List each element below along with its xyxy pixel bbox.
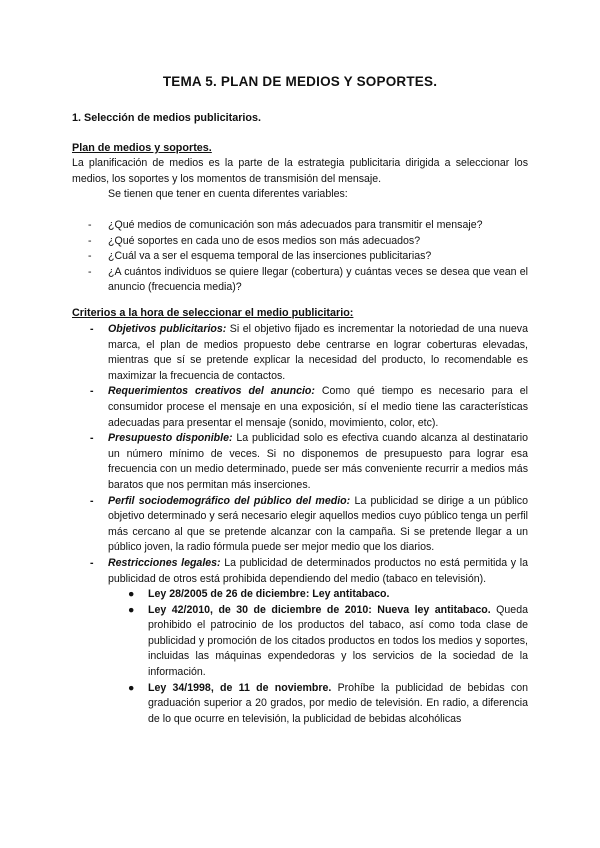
criterion-term: Objetivos publicitarios: — [108, 323, 227, 335]
criterion-item — [90, 322, 528, 384]
dash-marker: - — [88, 265, 92, 278]
criterion-item — [90, 384, 528, 431]
dash-marker: - — [88, 234, 92, 247]
dash-marker: - — [88, 219, 92, 231]
criterion-item — [90, 431, 528, 493]
list-item-text: ¿Cuál va a ser el esquema temporal de las inserciones publicitarias? — [108, 250, 432, 263]
dash-marker: - — [90, 494, 94, 507]
dash-marker: - — [90, 385, 94, 398]
criterion-term: Perfil sociodemográfico del público del medio: — [108, 494, 351, 507]
criterion-text: La publicidad solo es efectiva cuando alcanza al destinatario un número mínimo de veces. Si no disponemos de presupuesto para lograr esa frecuencia con un medio determinado, puede ser más conveniente recurrir a medios más baratos que nos permitan más inserciones. — [108, 432, 528, 491]
laws-list — [108, 587, 528, 727]
list-item — [88, 265, 528, 296]
law-title: Ley 42/2010, de 30 de diciembre de 2010: Nueva ley antitabaco. — [148, 603, 491, 616]
list-item — [88, 234, 528, 250]
section-heading: 1. Selección de medios publicitarios. — [72, 112, 262, 124]
criterion-text: La publicidad de determinados productos no está permitida y la publicidad de otros está prohibida dependiendo del medio (tabaco en televisión). — [108, 556, 528, 585]
criterion-item — [90, 556, 528, 728]
criterion-term: Restricciones legales: — [108, 556, 221, 569]
criterion-term: Presupuesto disponible: — [108, 432, 233, 445]
criterion-text: Como qué tiempo es necesario para el consumidor procese el mensaje en una exposición, sí el medio tiene las características adecuadas para presentar el mensaje (sonido, movimiento, color, etc). — [108, 385, 529, 429]
bullet-icon: ● — [128, 588, 135, 601]
plan-paragraph: La planificación de medios es la parte de la estrategia publicitaria dirigida a seleccionar los medios, los soportes y los momentos de transmisión del mensaje. — [72, 157, 528, 185]
law-item — [108, 603, 528, 681]
page-title: TEMA 5. PLAN DE MEDIOS Y SOPORTES. — [162, 74, 438, 89]
dash-marker: - — [90, 556, 94, 569]
criteria-heading: Criterios a la hora de seleccionar el medio publicitario: — [72, 307, 354, 319]
variables-intro: Se tienen que tener en cuenta diferentes variables: — [108, 188, 348, 200]
bullet-icon: ● — [128, 603, 135, 616]
criterion-text: La publicidad se dirige a un público objetivo determinado y será necesario elegir aquellos medios cuyo público tenga un perfil más cercano al que se pretende alcanzar con la campaña. Si se pretende llegar a un público joven, la radio fórmula puede ser mejor medio que los diarios. — [108, 494, 528, 554]
list-item — [88, 249, 528, 265]
list-item-text: ¿Qué medios de comunicación son más adecuados para transmitir el mensaje? — [108, 219, 483, 231]
criterion-item — [90, 494, 528, 556]
list-item — [88, 218, 528, 234]
list-item-text: ¿Qué soportes en cada uno de esos medios son más adecuados? — [108, 234, 421, 247]
law-title: Ley 28/2005 de 26 de diciembre: Ley antitabaco. — [148, 588, 390, 601]
law-text: Prohíbe la publicidad de bebidas con graduación superior a 20 grados, por medio de televisión. En radio, a diferencia de lo que ocurre en televisión, la publicidad de bebidas alcohólicas — [148, 681, 528, 725]
dash-marker: - — [90, 323, 94, 335]
criteria-list — [90, 322, 528, 727]
law-text: Queda prohibido el patrocinio de los productos del tabaco, así como toda clase de publicidad y promoción de los citados productos en todos los medios y soportes, incluidas las máquinas expendedoras y los servicios de la sociedad de la información. — [148, 603, 528, 679]
dash-marker: - — [90, 432, 94, 445]
dash-marker: - — [88, 250, 92, 263]
list-item-text: ¿A cuántos individuos se quiere llegar (cobertura) y cuántas veces se desea que vean el anuncio (frecuencia media)? — [108, 265, 528, 294]
bullet-icon: ● — [128, 681, 135, 694]
law-item — [108, 587, 528, 603]
plan-heading: Plan de medios y soportes. — [72, 142, 212, 154]
criterion-term: Requerimientos creativos del anuncio: — [108, 385, 315, 398]
law-title: Ley 34/1998, de 11 de noviembre. — [148, 681, 332, 694]
law-item — [108, 681, 528, 728]
criterion-text: Si el objetivo fijado es incrementar la notoriedad de una nueva marca, el plan de medios propuesto debe centrarse en lograr coberturas elevadas, mientras que sí se pretende explicar la necesidad del producto, lo recomendable es maximizar la frecuencia de contactos. — [108, 323, 528, 382]
variables-list — [88, 218, 528, 296]
